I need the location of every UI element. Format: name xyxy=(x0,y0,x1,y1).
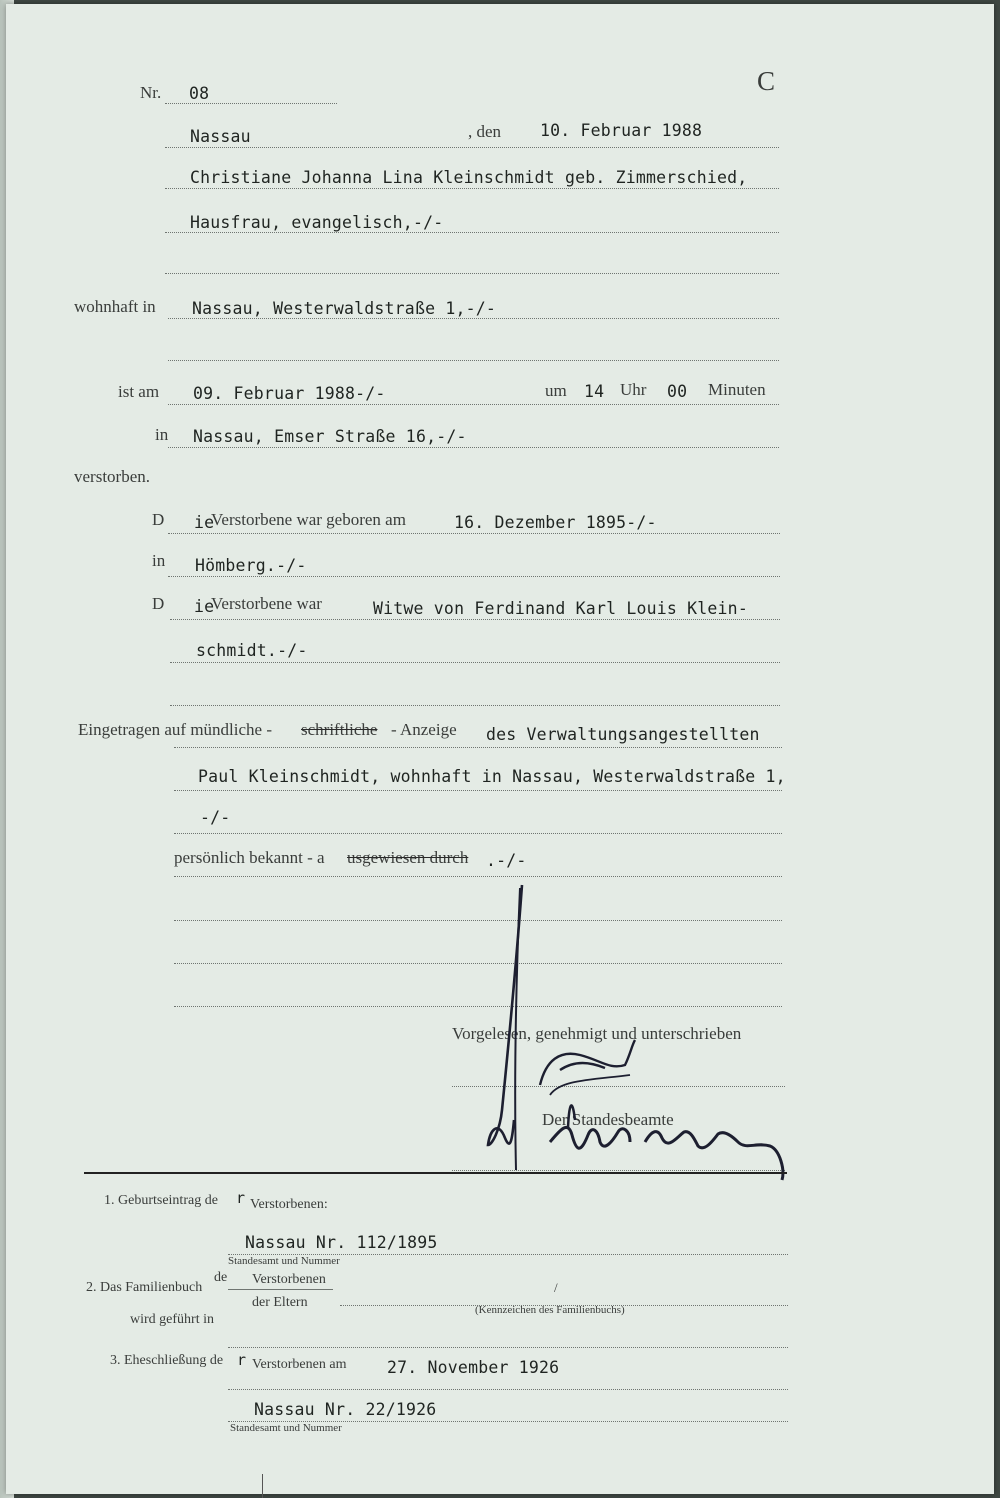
death-date: 09. Februar 1988-/- xyxy=(193,384,386,403)
informant-rule-2 xyxy=(174,790,782,791)
bekannt-rule xyxy=(174,876,782,877)
item1-suffix: Verstorbenen: xyxy=(250,1197,328,1212)
birth-date: 16. Dezember 1895-/- xyxy=(454,513,657,532)
nr-label: Nr. xyxy=(140,83,162,102)
address-value: Nassau, Westerwaldstraße 1,-/- xyxy=(192,299,497,318)
born-label: Verstorbene war geboren am xyxy=(211,510,406,529)
birth-in-label: in xyxy=(152,551,166,570)
section-rule xyxy=(84,1172,787,1174)
ie-typed: ie xyxy=(194,513,215,532)
item2-verstorbenen: Verstorbenen xyxy=(252,1272,326,1287)
corner-letter: C xyxy=(757,66,776,96)
birth-place-line xyxy=(168,576,780,577)
item2-fraction-line xyxy=(228,1289,333,1290)
item3-rule xyxy=(228,1389,788,1390)
item2-eltern: der Eltern xyxy=(252,1295,308,1310)
item2-label: 2. Das Familienbuch xyxy=(86,1280,203,1295)
blank-line-1 xyxy=(165,273,779,274)
item1-value: Nassau Nr. 112/1895 xyxy=(245,1233,438,1252)
ie-typed-2: ie xyxy=(194,597,215,616)
bekannt-label: persönlich bekannt - a xyxy=(174,848,325,867)
death-certificate-page xyxy=(6,4,994,1494)
occupation-line xyxy=(165,232,779,233)
minuten-label: Minuten xyxy=(708,380,766,399)
eingetragen-label: Eingetragen auf mündliche - xyxy=(78,720,273,739)
item3-typed: r xyxy=(237,1351,247,1369)
informant-line-2: Paul Kleinschmidt, wohnhaft in Nassau, Westerwaldstraße 1, xyxy=(198,767,786,786)
item2-de: de xyxy=(214,1270,228,1285)
informant-rule-1 xyxy=(174,747,782,748)
item3-suffix: Verstorbenen am xyxy=(252,1357,347,1372)
address-line xyxy=(168,318,779,319)
binding-mark xyxy=(262,1474,263,1498)
item2-rule-2 xyxy=(228,1347,788,1348)
item3-date: 27. November 1926 xyxy=(387,1358,560,1377)
birth-place: Hömberg.-/- xyxy=(195,556,307,575)
schriftliche-struck: schriftliche xyxy=(301,720,378,739)
handwritten-signature xyxy=(480,880,800,1200)
d-letter: D xyxy=(152,510,165,529)
ist-am-label: ist am xyxy=(118,382,160,401)
informant-line-3: -/- xyxy=(200,808,231,827)
item1-label: 1. Geburtseintrag de xyxy=(104,1193,218,1208)
bekannt-typed: .-/- xyxy=(486,851,527,870)
death-date-line xyxy=(168,404,779,405)
ausgewiesen-struck: usgewiesen durch xyxy=(347,848,469,867)
item2-slash: / xyxy=(554,1280,558,1295)
item3-label: 3. Eheschließung de xyxy=(110,1353,224,1368)
status-line-1-rule xyxy=(170,619,780,620)
verstorben-label: verstorben. xyxy=(74,467,151,486)
nr-line xyxy=(165,103,337,104)
item1-caption: Standesamt und Nummer xyxy=(228,1255,340,1267)
um-label: um xyxy=(545,381,567,400)
death-hour: 14 xyxy=(584,382,605,401)
date-line xyxy=(165,147,779,148)
status-line-1: Witwe von Ferdinand Karl Louis Klein- xyxy=(373,599,748,618)
informant-line-1: des Verwaltungsangestellten xyxy=(486,725,760,744)
death-minutes: 00 xyxy=(667,382,688,401)
nr-value: 08 xyxy=(189,84,210,103)
d-letter-2: D xyxy=(152,594,165,613)
status-label: Verstorbene war xyxy=(211,594,322,613)
uhr-label: Uhr xyxy=(620,380,647,399)
occupation-value: Hausfrau, evangelisch,-/- xyxy=(190,213,444,232)
blank-line-3 xyxy=(170,705,780,706)
anzeige-label: - Anzeige xyxy=(391,720,457,739)
item3-caption: Standesamt und Nummer xyxy=(230,1422,342,1434)
item2-caption: (Kennzeichen des Familienbuchs) xyxy=(475,1304,625,1316)
blank-line-2 xyxy=(168,360,779,361)
item1-typed: r xyxy=(236,1189,246,1207)
name-line xyxy=(165,188,779,189)
status-line-2-rule xyxy=(170,662,780,663)
death-place-line xyxy=(168,447,779,448)
deceased-name: Christiane Johanna Lina Kleinschmidt geb. Zimmerschied, xyxy=(190,168,748,187)
vorgelesen-label: Vorgelesen, genehmigt und unterschrieben xyxy=(452,1024,742,1043)
in-label: in xyxy=(155,425,169,444)
item2-gefuehrt: wird geführt in xyxy=(130,1312,214,1327)
wohnhaft-label: wohnhaft in xyxy=(74,297,156,316)
death-place: Nassau, Emser Straße 16,-/- xyxy=(193,427,467,446)
status-line-2: schmidt.-/- xyxy=(196,641,308,660)
place-value: Nassau xyxy=(190,127,251,146)
informant-rule-3 xyxy=(174,833,782,834)
registration-date: 10. Februar 1988 xyxy=(540,121,703,140)
birth-date-line xyxy=(168,533,780,534)
den-label: , den xyxy=(468,122,502,141)
standesbeamte-label: Der Standesbeamte xyxy=(542,1110,674,1129)
item3-value: Nassau Nr. 22/1926 xyxy=(254,1400,437,1419)
